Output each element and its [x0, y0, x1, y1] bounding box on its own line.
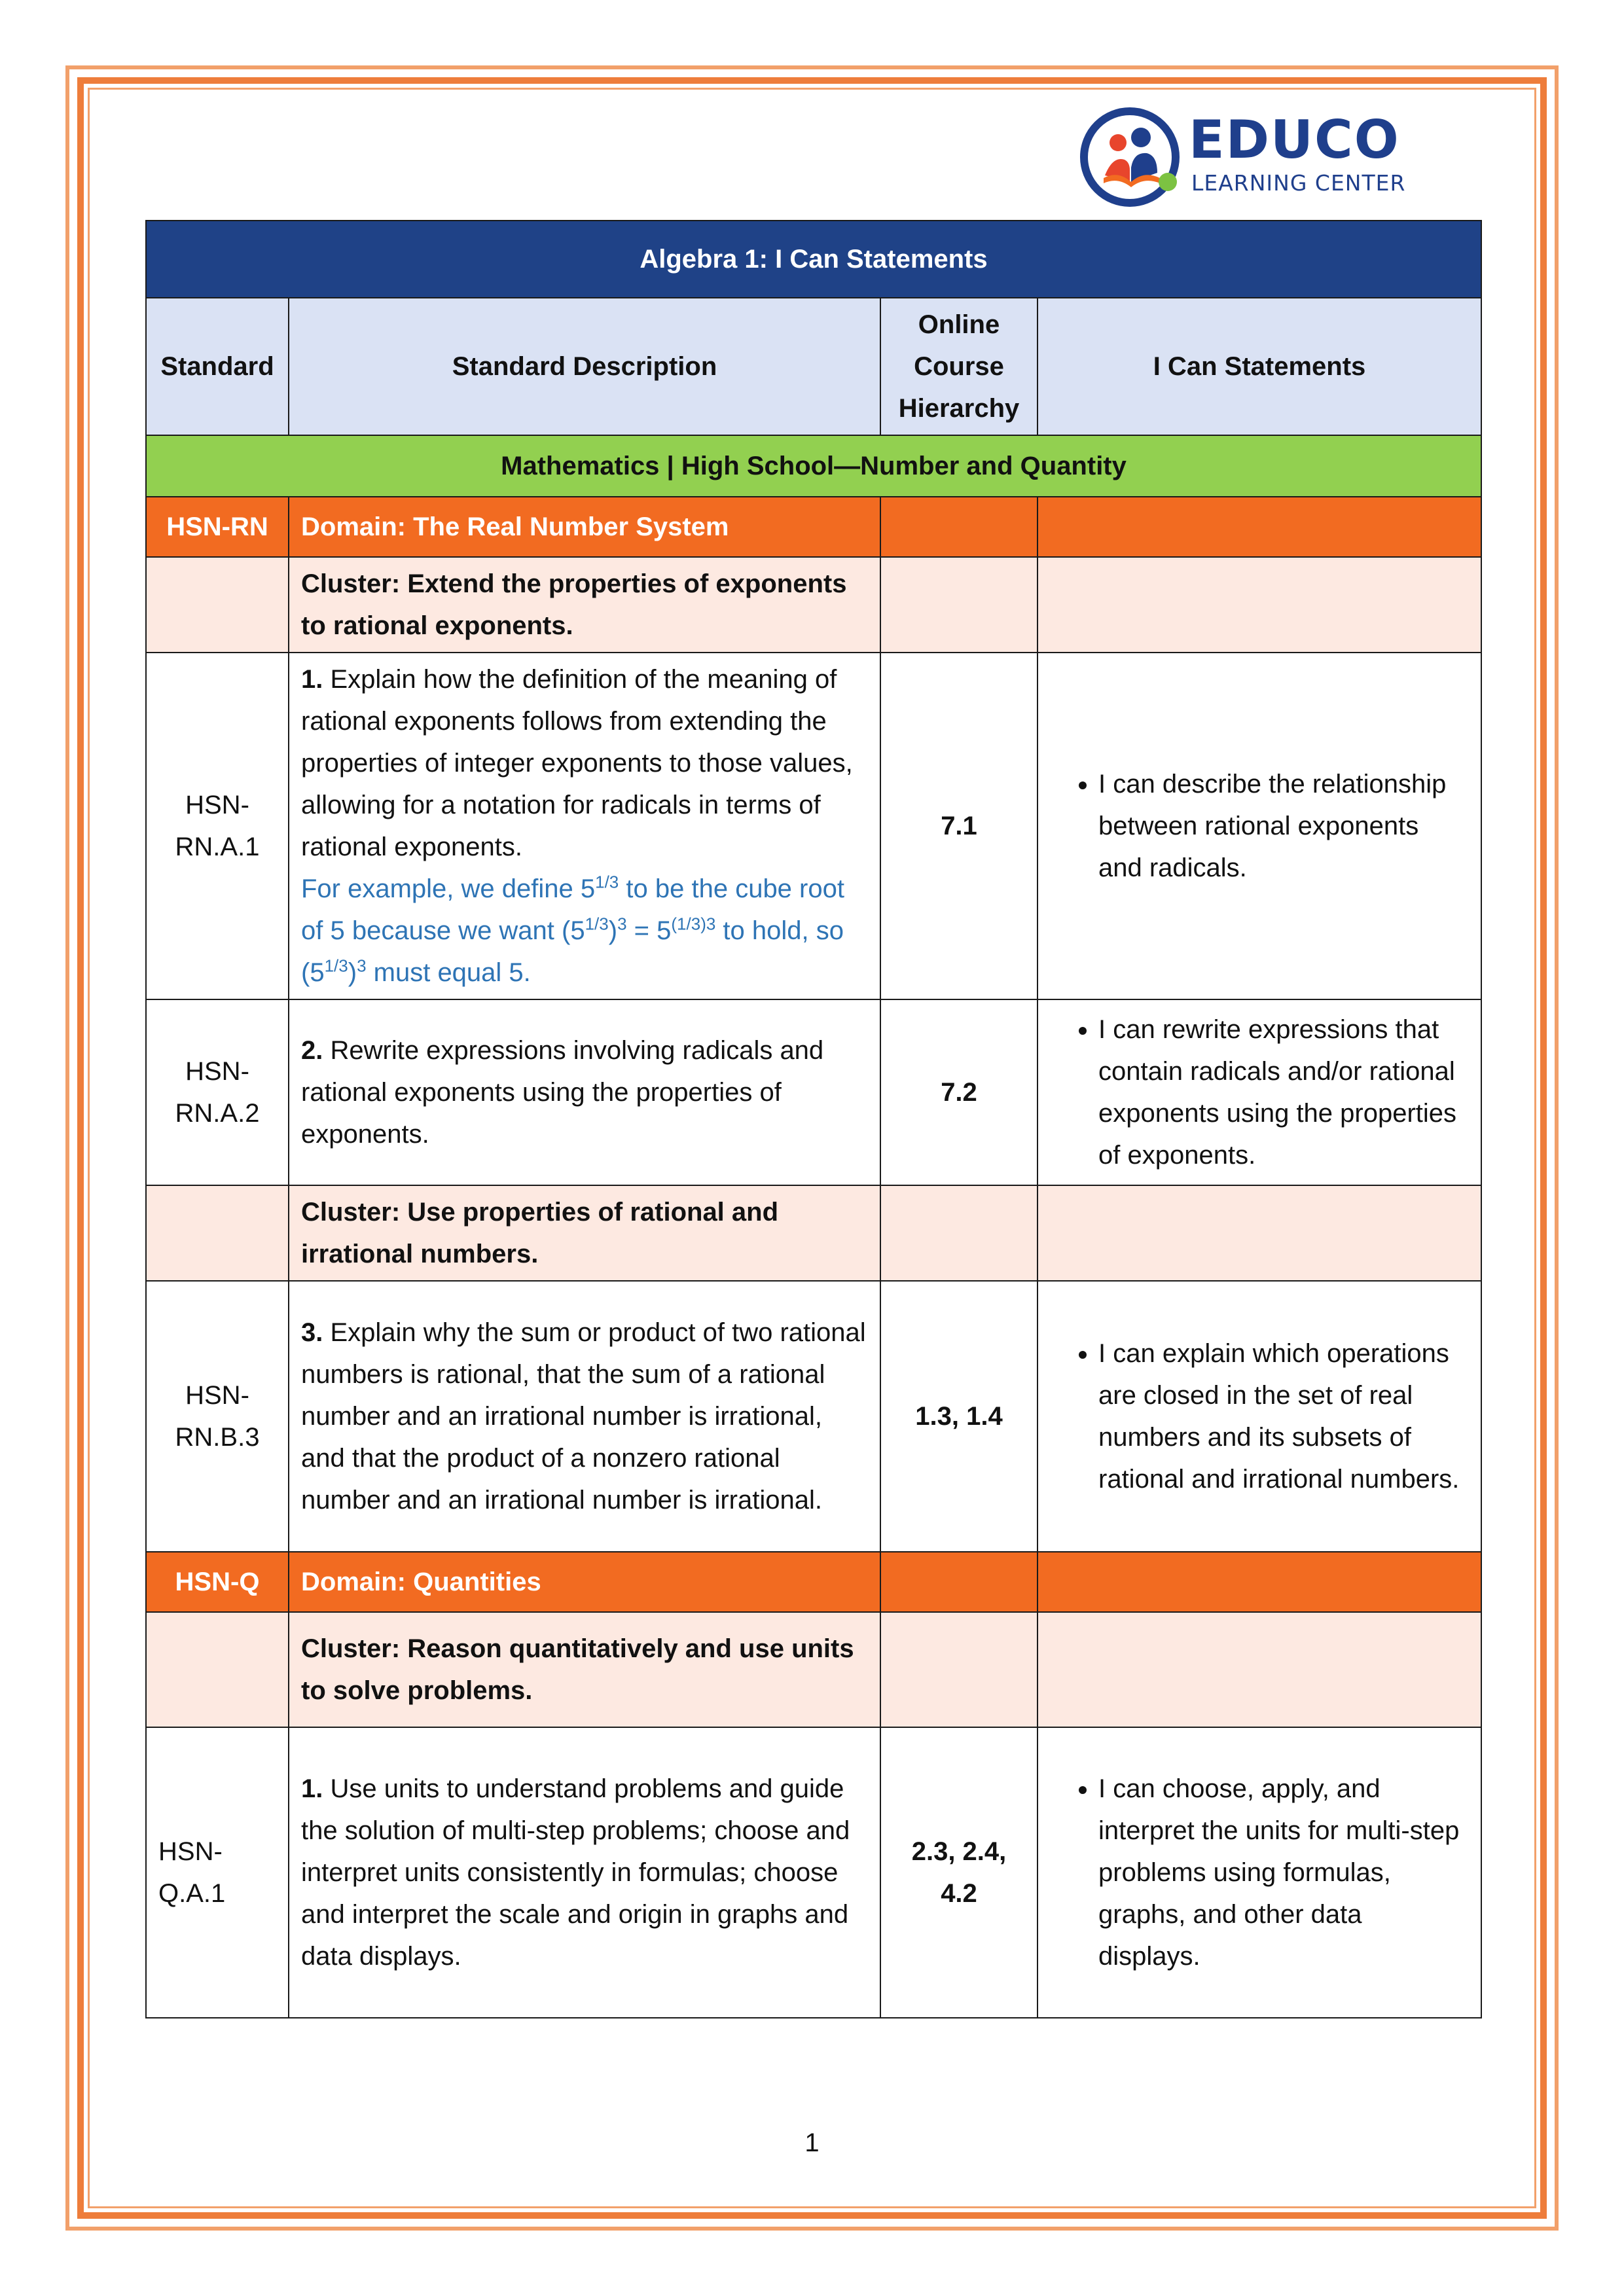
header-hierarchy: Online Course Hierarchy: [880, 298, 1038, 435]
standard-number: 1.: [301, 1774, 323, 1803]
cluster-label: Cluster: Extend the properties of exponents to rational exponents.: [289, 557, 880, 653]
standard-description: [289, 653, 880, 999]
cluster-empty-cell: [1038, 557, 1481, 653]
standard-number: 2.: [301, 1036, 323, 1065]
logo-wordmark: EDUCO: [1189, 109, 1400, 170]
domain-code: HSN-Q: [146, 1552, 289, 1612]
hierarchy-value: 7.2: [880, 999, 1038, 1185]
cluster-label: Cluster: Use properties of rational and irrational numbers.: [289, 1185, 880, 1281]
domain-row: [146, 497, 1481, 557]
table-title: Algebra 1: I Can Statements: [146, 221, 1481, 298]
hierarchy-value: 7.1: [880, 653, 1038, 999]
page-number: 1: [804, 2128, 820, 2157]
ican-cell: [1038, 1281, 1481, 1552]
domain-code: HSN-RN: [146, 497, 289, 557]
ican-statement: • I can explain which operations are closed in the set of real numbers and its subsets of rational and irrational numbers.: [1098, 1333, 1469, 1500]
ican-cell: [1038, 653, 1481, 999]
standard-description: [289, 1727, 880, 2018]
cluster-label: Cluster: Reason quantitatively and use units to solve problems.: [289, 1612, 880, 1727]
cluster-empty-cell: [1038, 1612, 1481, 1727]
standard-code: HSN-Q.A.1: [146, 1727, 289, 2018]
description-text: Rewrite expressions involving radicals and rational exponents using the properties of exponents.: [301, 1036, 824, 1149]
domain-empty-cell: [1038, 497, 1481, 557]
subject-row: [146, 435, 1481, 497]
header-ican: I Can Statements: [1038, 298, 1481, 435]
educo-logo: [1079, 105, 1419, 209]
header-standard: Standard: [146, 298, 289, 435]
description-text: Explain how the definition of the meaning of rational exponents follows from extending the properties of integer exponents to those values, allowing for a notation for radicals in terms of rational exponents.: [301, 665, 853, 861]
cluster-empty-cell: [146, 1612, 289, 1727]
cluster-empty-cell: [146, 557, 289, 653]
domain-empty-cell: [880, 497, 1038, 557]
cluster-empty-cell: [880, 557, 1038, 653]
domain-empty-cell: [880, 1552, 1038, 1612]
table-row: [146, 999, 1481, 1185]
header-description: Standard Description: [289, 298, 880, 435]
example-text: For example, we define $5^{1/3}$ to be the cube root of 5 because we want $(5^{1/3})^3 = 5^{(1/3)3}$ to hold, so $(5^{1/3})^3$ must equal 5.: [301, 872, 844, 987]
ican-cell: [1038, 999, 1481, 1185]
table-header-row: [146, 298, 1481, 435]
domain-label: Domain: Quantities: [289, 1552, 880, 1612]
cluster-row: [146, 1612, 1481, 1727]
table-row: [146, 1727, 1481, 2018]
standard-code: HSN-RN.A.2: [146, 999, 289, 1185]
domain-label: Domain: The Real Number System: [289, 497, 880, 557]
standard-code: HSN-RN.A.1: [146, 653, 289, 999]
hierarchy-value: 1.3, 1.4: [880, 1281, 1038, 1552]
standard-code: HSN-RN.B.3: [146, 1281, 289, 1552]
cluster-empty-cell: [880, 1612, 1038, 1727]
cluster-row: [146, 1185, 1481, 1281]
hierarchy-value: 2.3, 2.4, 4.2: [880, 1727, 1038, 2018]
ican-statement: • I can rewrite expressions that contain radicals and/or rational exponents using the properties of exponents.: [1098, 1009, 1469, 1176]
ican-statement: • I can describe the relationship between rational exponents and radicals.: [1098, 763, 1469, 889]
table-title-row: [146, 221, 1481, 298]
subject-label: Mathematics | High School—Number and Quantity: [146, 435, 1481, 497]
logo-subtitle: LEARNING CENTER: [1191, 170, 1406, 196]
standard-number: 3.: [301, 1318, 323, 1347]
ican-statement: • I can choose, apply, and interpret the units for multi-step problems using formulas, graphs, and other data displays.: [1098, 1768, 1469, 1977]
cluster-empty-cell: [880, 1185, 1038, 1281]
standard-description: [289, 1281, 880, 1552]
description-text: Explain why the sum or product of two rational numbers is rational, that the sum of a rational number and an irrational number is irrational, and that the product of a nonzero rational number and an irrational number is irrational.: [301, 1318, 866, 1515]
domain-row: [146, 1552, 1481, 1612]
cluster-empty-cell: [146, 1185, 289, 1281]
table-row: [146, 1281, 1481, 1552]
i-can-statements-table: [145, 220, 1482, 2018]
description-text: Use units to understand problems and guide the solution of multi-step problems; choose and interpret units consistently in formulas; choose and interpret the scale and origin in graphs and data displays.: [301, 1774, 850, 1971]
table-row: [146, 653, 1481, 999]
cluster-empty-cell: [1038, 1185, 1481, 1281]
standard-number: 1.: [301, 665, 323, 694]
standard-description: [289, 999, 880, 1185]
ican-cell: [1038, 1727, 1481, 2018]
educo-logo-icon: [1079, 105, 1183, 209]
domain-empty-cell: [1038, 1552, 1481, 1612]
cluster-row: [146, 557, 1481, 653]
